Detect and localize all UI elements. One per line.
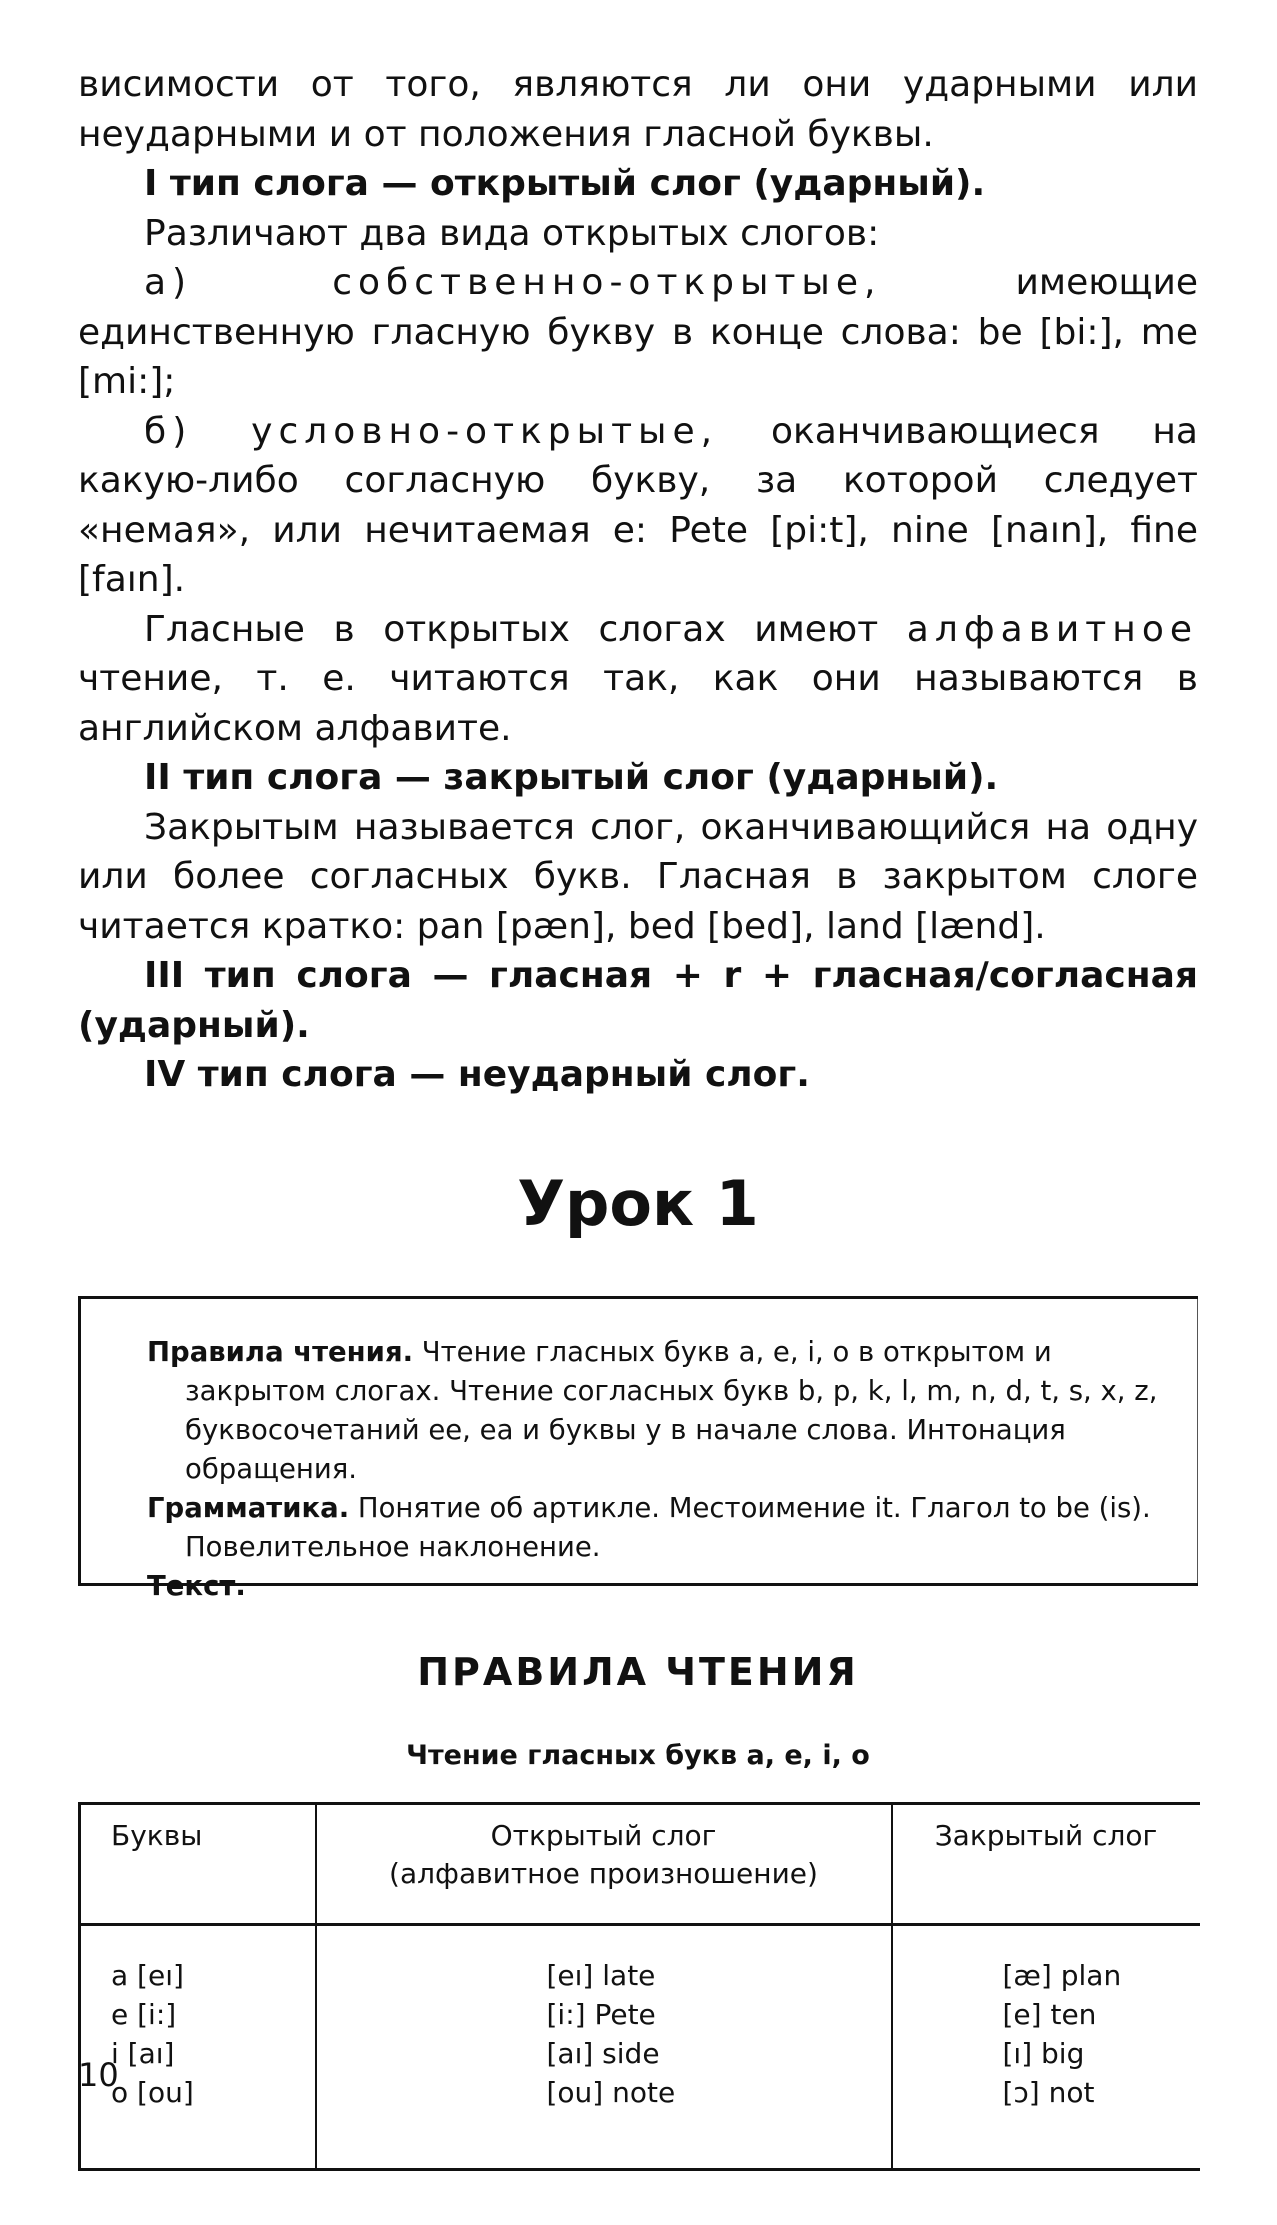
letters-cell xyxy=(80,1924,316,2169)
header-open-line-2: (алфавитное произношение) xyxy=(389,1856,818,1890)
intro-text xyxy=(78,60,1198,1100)
letter-o: o [ou] xyxy=(111,2075,194,2109)
page-number: 10 xyxy=(78,2056,119,2094)
paragraph-closed-syllable: Закрытым называется слог, оканчивающийся на одну или более согласных букв. Гласная в закрытом слоге читается кратко: pan [pæn], bed [bed], land [lænd]. xyxy=(78,806,1198,947)
alphabet-reading-term: алфавитное xyxy=(906,608,1198,650)
alphabet-reading-rest: чтение, т. е. читаются так, как они называются в английском алфавите. xyxy=(78,658,1198,749)
alphabet-reading-start: Гласные в открытых слогах имеют xyxy=(144,608,907,650)
section-heading: ПРАВИЛА ЧТЕНИЯ xyxy=(417,1649,859,1694)
paragraph-open-syllable-kinds: Различают два вида открытых слогов: xyxy=(144,212,880,254)
summary-text xyxy=(147,1567,1158,1606)
summary-text-lead: Текст. xyxy=(147,1569,246,1602)
summary-grammar-lead: Грамматика. xyxy=(147,1491,350,1524)
syllable-type-4-heading: IV тип слога — неударный слог. xyxy=(144,1054,810,1095)
letter-i: i [aı] xyxy=(111,2036,175,2070)
summary-reading-lead: Правила чтения. xyxy=(147,1335,414,1368)
summary-grammar xyxy=(147,1489,1158,1567)
vowel-reading-table xyxy=(78,1802,1200,2171)
table-row xyxy=(80,1924,1200,2169)
header-letters: Буквы xyxy=(80,1803,316,1924)
summary-grammar-text: Понятие об артикле. Местоимение it. Глагол to be (is). Повелительное наклонение. xyxy=(185,1491,1151,1563)
open-example-o: [ou] note xyxy=(546,2075,676,2109)
truly-open-term: а) собственно-открытые, xyxy=(144,262,882,303)
closed-example-i: [ı] big xyxy=(1002,2036,1085,2070)
paragraph-conditionally-open xyxy=(78,407,1198,605)
lesson-summary-box xyxy=(78,1296,1198,1602)
syllable-type-1-heading: I тип слога — открытый слог (ударный). xyxy=(144,163,986,204)
table-header-row xyxy=(80,1803,1200,1924)
book-page xyxy=(78,60,1198,2171)
conditionally-open-description: оканчивающиеся на какую-либо согласную букву, за которой следует «немая», или нечитаемая е: Pete [pi:t], nine [naın], fine [faın]. xyxy=(78,410,1198,600)
syllable-type-2-heading: II тип слога — закрытый слог (ударный). xyxy=(144,757,999,798)
paragraph-alphabet-reading xyxy=(78,605,1198,754)
open-syllable-cell xyxy=(316,1924,892,2169)
table-caption: Чтение гласных букв a, e, i, o xyxy=(406,1739,870,1771)
paragraph-continuation: висимости от того, являются ли они ударными или неударными и от положения гласной буквы. xyxy=(78,64,1198,155)
closed-example-e: [e] ten xyxy=(1002,1997,1097,2031)
closed-example-o: [ɔ] not xyxy=(1002,2075,1095,2109)
closed-syllable-cell xyxy=(892,1924,1200,2169)
letter-a: a [eı] xyxy=(111,1958,184,1992)
header-open-line-1: Открытый слог xyxy=(490,1818,717,1852)
letter-e: e [i:] xyxy=(111,1997,177,2031)
conditionally-open-term: б) условно-открытые, xyxy=(144,410,719,452)
summary-reading-text: Чтение гласных букв а, е, i, о в открытом и закрытом слогах. Чтение согласных букв b, p, k, l, m, n, d, t, s, x, z, буквосочетаний ee, ea и буквы y в начале слова. Интонация обращения. xyxy=(185,1335,1158,1485)
truly-open-description: имеющие единственную гласную букву в конце слова: be [bi:], me [mi:]; xyxy=(78,262,1198,402)
header-closed-syllable: Закрытый слог xyxy=(892,1803,1200,1924)
open-example-i: [aı] side xyxy=(546,2036,660,2070)
header-open-syllable xyxy=(316,1803,892,1924)
summary-reading-rules xyxy=(147,1333,1158,1489)
syllable-type-3-heading: III тип слога — гласная + r + гласная/согласная (ударный). xyxy=(78,955,1198,1046)
open-example-a: [eı] late xyxy=(546,1958,656,1992)
paragraph-truly-open xyxy=(78,258,1198,407)
lesson-title: Урок 1 xyxy=(517,1166,759,1240)
closed-example-a: [æ] plan xyxy=(1002,1958,1122,1992)
open-example-e: [i:] Pete xyxy=(546,1997,656,2031)
